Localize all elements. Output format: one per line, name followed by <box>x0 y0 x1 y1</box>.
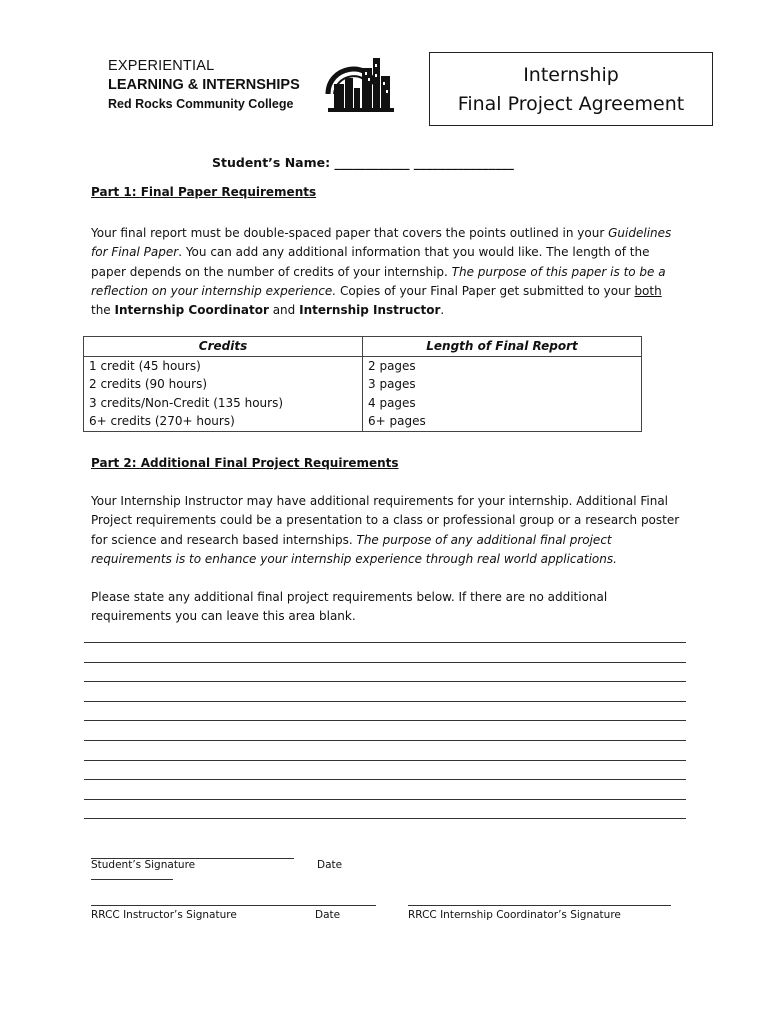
writing-line[interactable] <box>84 760 686 761</box>
table-row <box>84 375 642 394</box>
coordinator-signature-label: RRCC Internship Coordinator’s Signature <box>408 909 621 921</box>
table-cell: 6+ credits (270+ hours) <box>84 412 363 431</box>
credits-table <box>83 336 642 432</box>
instructor-date-label: Date <box>315 909 341 921</box>
city-skyline-logo-icon <box>320 54 400 116</box>
writing-line[interactable] <box>84 779 686 780</box>
title-line-internship: Internship <box>523 64 619 86</box>
student-name-row <box>212 155 514 170</box>
writing-line[interactable] <box>84 720 686 721</box>
logo-line-experiential: EXPERIENTIAL <box>108 58 215 74</box>
instructor-signature-line[interactable] <box>91 905 376 906</box>
part1-heading: Part 1: Final Paper Requirements <box>91 185 317 199</box>
student-name-field[interactable]: ____________ ________________ <box>334 155 514 170</box>
instructor-signature-label: RRCC Instructor’s Signature <box>91 909 237 921</box>
coordinator-signature-line[interactable] <box>408 905 671 906</box>
table-cell: 2 pages <box>363 356 642 375</box>
table-header-row <box>84 337 642 357</box>
table-cell: 2 credits (90 hours) <box>84 375 363 394</box>
part1-paragraph: Your final report must be double-spaced paper that covers the points outlined in your Guidelines for Final Paper. You can add any additional information that you would like. The length of the paper depends on the number of credits of your internship. The purpose of this paper is to be a reflection on your internship experience. Copies of your Final Paper get submitted to your both the Internship Coordinator and Internship Instructor. <box>91 226 672 318</box>
student-name-label: Student’s Name: <box>212 155 331 170</box>
student-signature-label: Student’s Signature <box>91 859 196 871</box>
part2-heading: Part 2: Additional Final Project Requirements <box>91 456 399 470</box>
table-row <box>84 394 642 413</box>
credits-header: Credits <box>84 337 363 357</box>
title-line-agreement: Final Project Agreement <box>457 93 685 115</box>
writing-line[interactable] <box>84 799 686 800</box>
student-date-label: Date <box>317 859 343 871</box>
writing-line[interactable] <box>84 740 686 741</box>
table-row <box>84 412 642 431</box>
table-cell: 6+ pages <box>363 412 642 431</box>
table-cell: 4 pages <box>363 394 642 413</box>
logo-line-learning: LEARNING & INTERNSHIPS <box>108 77 300 93</box>
writing-line[interactable] <box>84 662 686 663</box>
table-cell: 3 pages <box>363 375 642 394</box>
college-logo-text <box>108 57 300 114</box>
document-title-box <box>429 52 713 126</box>
writing-line[interactable] <box>84 681 686 682</box>
writing-line[interactable] <box>84 642 686 643</box>
student-signature-underline <box>91 879 173 880</box>
part2-instructions: Please state any additional final project requirements below. If there are no additional requirements you can leave this area blank. <box>91 590 608 624</box>
table-row <box>84 356 642 375</box>
part2-paragraph: Your Internship Instructor may have additional requirements for your internship. Additional Final Project requirements could be a presentation to a class or professional group or a research poster for science and research based internships. The purpose of any additional final project requirements is to enhance your internship experience through real world applications. <box>91 494 680 566</box>
table-cell: 3 credits/Non-Credit (135 hours) <box>84 394 363 413</box>
logo-line-college: Red Rocks Community College <box>108 97 294 111</box>
length-header: Length of Final Report <box>363 337 642 357</box>
writing-line[interactable] <box>84 701 686 702</box>
table-cell: 1 credit (45 hours) <box>84 356 363 375</box>
writing-line[interactable] <box>84 818 686 819</box>
